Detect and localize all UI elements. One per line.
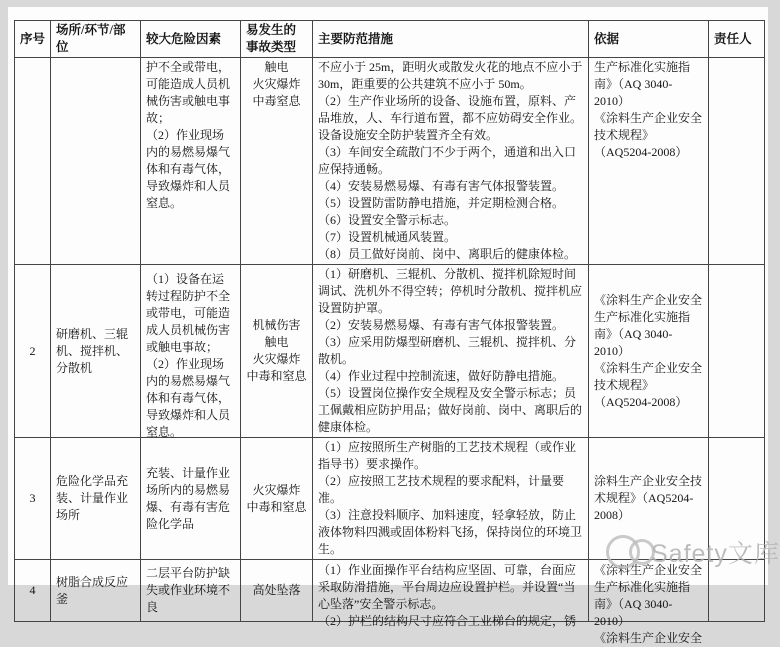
cell-measures: [313, 560, 589, 628]
header-seq: 序号: [15, 21, 51, 58]
cell-measures: [313, 438, 589, 560]
cell-text: 《涂料生产企业安全生产标准化实施指南》（AQ 3040-2010） 《涂料生产企业安全技术规程》（AQ5204-2008）: [594, 292, 703, 409]
cell-accident-type: [241, 560, 313, 622]
cell-text: 触电 火灾爆炸 中毒窒息: [252, 60, 301, 108]
header-responsible: 责任人: [709, 21, 765, 58]
cell-text: 4: [29, 583, 36, 597]
table-row: [15, 560, 765, 622]
cell-responsible: [709, 265, 765, 438]
cell-text: （1）设备在运转过程防护不全或带电，可能造成人员机械伤害或触电事故； （2）作业现场内的易燃易爆气体和有毒气体，导致爆炸和人员窒息。: [146, 271, 231, 439]
cell-text: 充装、计量作业场所内的易燃易爆、有毒有害危险化学品: [146, 465, 231, 531]
cell-seq: [15, 438, 51, 560]
cell-text: 火灾爆炸 中毒和窒息: [246, 482, 307, 514]
cell-basis: [589, 58, 709, 265]
cell-text: 生产标准化实施指南》（AQ 3040-2010） 《涂料生产企业安全技术规程》（AQ5204-2008）: [594, 60, 703, 159]
cell-text: （1）应按照所生产树脂的工艺技术规程（或作业指导书）要求操作。 （2）应按照工艺技术规程的要求配料，计量要准。 （3）注意投料顺序、加料速度，轻拿轻放，防止液体物料四溅或固体粉料飞扬，保持岗位的环境卫生。: [318, 440, 583, 556]
header-location: 场所/环节/部位: [51, 21, 141, 58]
cell-basis: [589, 265, 709, 438]
header-hazard: 较大危险因素: [141, 21, 241, 58]
cell-seq: [15, 265, 51, 438]
cell-hazard: [141, 560, 241, 622]
cell-text: 不应小于 25m，距明火或散发火花的地点不应小于 30m，距重要的公共建筑不应小于 50m。 （2）生产作业场所的设备、设施布置，原料、产品堆放，人、车行道布置，都不应妨碍安全作业。设备设施安全防护装置齐全有效。 （3）车间安全疏散门不少于两个，通道和出入口应保持通畅。 （4）安装易燃易爆、有毒有害气体报警装置。 （5）设置防雷防静电措施，并定期检测合格。 （6）设置安全警示标志。 （7）设置机械通风装置。 （8）员工做好岗前、岗中、离职后的健康体检。: [318, 60, 583, 261]
cell-seq: [15, 560, 51, 622]
cell-text: 危险化学品充装、计量作业场所: [56, 474, 129, 522]
cell-measures: [313, 265, 589, 438]
cell-text: 3: [29, 491, 36, 505]
cell-responsible: [709, 560, 765, 622]
cell-hazard: [141, 438, 241, 560]
table-row: [15, 58, 765, 265]
cell-location: [51, 560, 141, 622]
cell-accident-type: [241, 438, 313, 560]
cell-responsible: [709, 438, 765, 560]
cell-hazard: [141, 265, 241, 438]
cell-responsible: [709, 58, 765, 265]
cell-text: 机械伤害 触电 火灾爆炸 中毒和窒息: [246, 318, 307, 383]
cell-text: 2: [29, 343, 36, 358]
table-row: [15, 265, 765, 438]
cell-text: 二层平台防护缺失或作业环境不良: [146, 566, 231, 614]
watermark-text: Safety文库: [651, 540, 780, 568]
cell-text: 《涂料生产企业安全生产标准化实施指南》（AQ 3040-2010） 《涂料生产企业安全: [594, 563, 703, 645]
cell-text: （1）研磨机、三辊机、分散机、搅拌机除短时间调试、洗机外不得空转；停机时分散机、搅拌机应设置防护罩。 （2）安装易燃易爆、有毒有害气体报警装置。 （3）应采用防爆型研磨机、三辊机、搅拌机、分散机。 （4）作业过程中控制流速，做好防静电措施。 （5）设置岗位操作安全规程及安全警示标志；员工佩戴相应防护用品；做好岗前、岗中、离职后的健康体检。: [318, 267, 583, 434]
cell-text: 涂料生产企业安全技术规程》（AQ5204-2008）: [594, 474, 703, 522]
cell-accident-type: [241, 58, 313, 265]
cell-basis: [589, 560, 709, 645]
cell-basis: [589, 438, 709, 560]
cell-location: [51, 438, 141, 560]
table-row: [15, 438, 765, 560]
cell-text: 护不全或带电，可能造成人员机械伤害或触电事故； （2）作业现场内的易燃易爆气体和有毒气体，导致爆炸和人员窒息。: [146, 60, 231, 210]
document-page: [8, 7, 780, 645]
cell-measures: [313, 58, 589, 265]
cell-accident-type: [241, 265, 313, 438]
cell-text: 研磨机、三辊机、搅拌机、分散机: [56, 326, 129, 375]
header-measures: 主要防范措施: [313, 21, 589, 58]
header-accident-type: 易发生的事故类型: [241, 21, 313, 58]
cell-text: （1）作业面操作平台结构应坚固、可靠，台面应采取防滑措施，平台周边应设置护栏。并设置“当心坠落”安全警示标志。 （2）护栏的结构尺寸应符合工业梯台的规定，锈: [318, 563, 577, 628]
table-header-row: [15, 21, 765, 58]
cell-seq: [15, 58, 51, 265]
cell-location: [51, 58, 141, 265]
cell-text: 高处坠落: [252, 583, 301, 597]
cell-text: 树脂合成反应釜: [56, 574, 129, 606]
header-basis: 依据: [589, 21, 709, 58]
cell-hazard: [141, 58, 241, 265]
cell-location: [51, 265, 141, 438]
hazard-prevention-table: [14, 20, 765, 645]
